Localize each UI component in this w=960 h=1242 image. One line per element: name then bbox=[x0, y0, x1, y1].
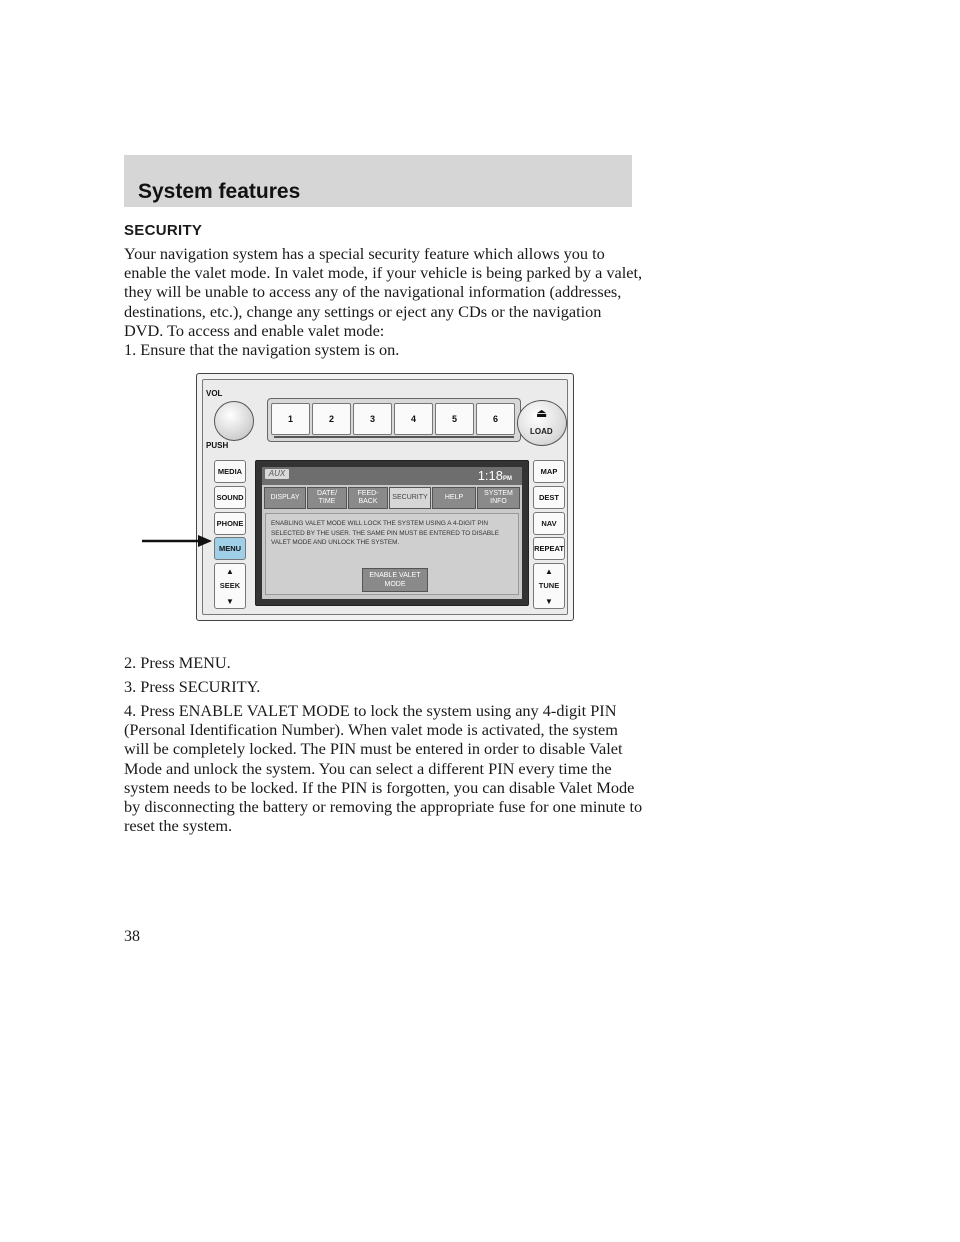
seek-up-icon: ▲ bbox=[226, 567, 234, 576]
preset-5-button[interactable]: 5 bbox=[435, 403, 474, 435]
eject-load-button[interactable] bbox=[517, 400, 567, 446]
menu-button[interactable]: MENU bbox=[214, 537, 246, 560]
security-heading: SECURITY bbox=[124, 222, 203, 239]
preset-3-button[interactable]: 3 bbox=[353, 403, 392, 435]
tab-system-info[interactable]: SYSTEM INFO bbox=[477, 487, 520, 509]
push-label: PUSH bbox=[206, 441, 229, 450]
section-header-band bbox=[124, 155, 632, 207]
seek-rocker[interactable] bbox=[214, 563, 246, 609]
map-button[interactable]: MAP bbox=[533, 460, 565, 483]
sound-button[interactable]: SOUND bbox=[214, 486, 246, 509]
enable-valet-mode-button[interactable]: ENABLE VALET MODE bbox=[362, 568, 428, 592]
clock-time: 1:18 bbox=[477, 468, 503, 483]
intro-paragraph: Your navigation system has a special security feature which allows you to enable the valet mode. In valet mode, if your vehicle is being parked by a valet, they will be unable to access any of the navigational information (addresses, destinations, etc.), change any settings or eject any CDs or the navigation DVD. To access and enable valet mode: bbox=[124, 244, 643, 340]
dest-button[interactable]: DEST bbox=[533, 486, 565, 509]
page-section-title: System features bbox=[138, 180, 301, 203]
source-indicator: AUX bbox=[265, 469, 289, 479]
tune-rocker[interactable] bbox=[533, 563, 565, 609]
display-bezel bbox=[255, 460, 529, 606]
navigation-radio-illustration bbox=[196, 373, 574, 621]
tab-date-time[interactable]: DATE/ TIME bbox=[307, 487, 347, 509]
clock bbox=[478, 468, 512, 483]
step-3: 3. Press SECURITY. bbox=[124, 677, 261, 696]
media-button[interactable]: MEDIA bbox=[214, 460, 246, 483]
clock-ampm: PM bbox=[503, 476, 512, 482]
seek-label: SEEK bbox=[219, 581, 241, 590]
tune-down-icon: ▼ bbox=[545, 597, 553, 606]
tab-help[interactable]: HELP bbox=[432, 487, 476, 509]
valet-mode-message: ENABLING VALET MODE WILL LOCK THE SYSTEM USING A 4-DIGIT PIN SELECTED BY THE USER. THE SAME PIN MUST BE ENTERED TO DISABLE VALET MODE AND UNLOCK THE SYSTEM. bbox=[271, 520, 499, 546]
volume-knob[interactable] bbox=[214, 401, 254, 441]
step-2: 2. Press MENU. bbox=[124, 653, 231, 672]
preset-4-button[interactable]: 4 bbox=[394, 403, 433, 435]
pointer-arrow-icon bbox=[142, 533, 212, 549]
seek-down-icon: ▼ bbox=[226, 597, 234, 606]
eject-icon: ⏏ bbox=[536, 406, 548, 420]
step-4: 4. Press ENABLE VALET MODE to lock the system using any 4-digit PIN (Personal Identification Number). When valet mode is activated, the system will be completely locked. The PIN must be entered in order to disable Valet Mode and unlock the system. You can select a different PIN every time the system needs to be locked. If the PIN is forgotten, you can disable Valet Mode by disconnecting the battery or removing the appropriate fuse for one minute to reset the system. bbox=[124, 701, 643, 836]
preset-6-button[interactable]: 6 bbox=[476, 403, 515, 435]
tune-up-icon: ▲ bbox=[545, 567, 553, 576]
screen-status-bar bbox=[262, 467, 522, 485]
step-1: 1. Ensure that the navigation system is on. bbox=[124, 340, 400, 359]
radio-faceplate bbox=[202, 379, 568, 615]
nav-button[interactable]: NAV bbox=[533, 512, 565, 535]
tab-feedback[interactable]: FEED- BACK bbox=[348, 487, 388, 509]
preset-1-button[interactable]: 1 bbox=[271, 403, 310, 435]
cd-slot bbox=[274, 436, 514, 438]
security-content-panel bbox=[265, 513, 519, 595]
tune-label: TUNE bbox=[538, 581, 560, 590]
page-number: 38 bbox=[124, 928, 140, 945]
tab-display[interactable]: DISPLAY bbox=[264, 487, 306, 509]
preset-bar bbox=[267, 398, 521, 442]
tab-security[interactable]: SECURITY bbox=[389, 487, 431, 509]
load-label: LOAD bbox=[530, 427, 553, 436]
vol-label: VOL bbox=[206, 389, 223, 398]
preset-2-button[interactable]: 2 bbox=[312, 403, 351, 435]
repeat-button[interactable]: REPEAT bbox=[533, 537, 565, 560]
display-screen bbox=[262, 467, 522, 599]
phone-button[interactable]: PHONE bbox=[214, 512, 246, 535]
